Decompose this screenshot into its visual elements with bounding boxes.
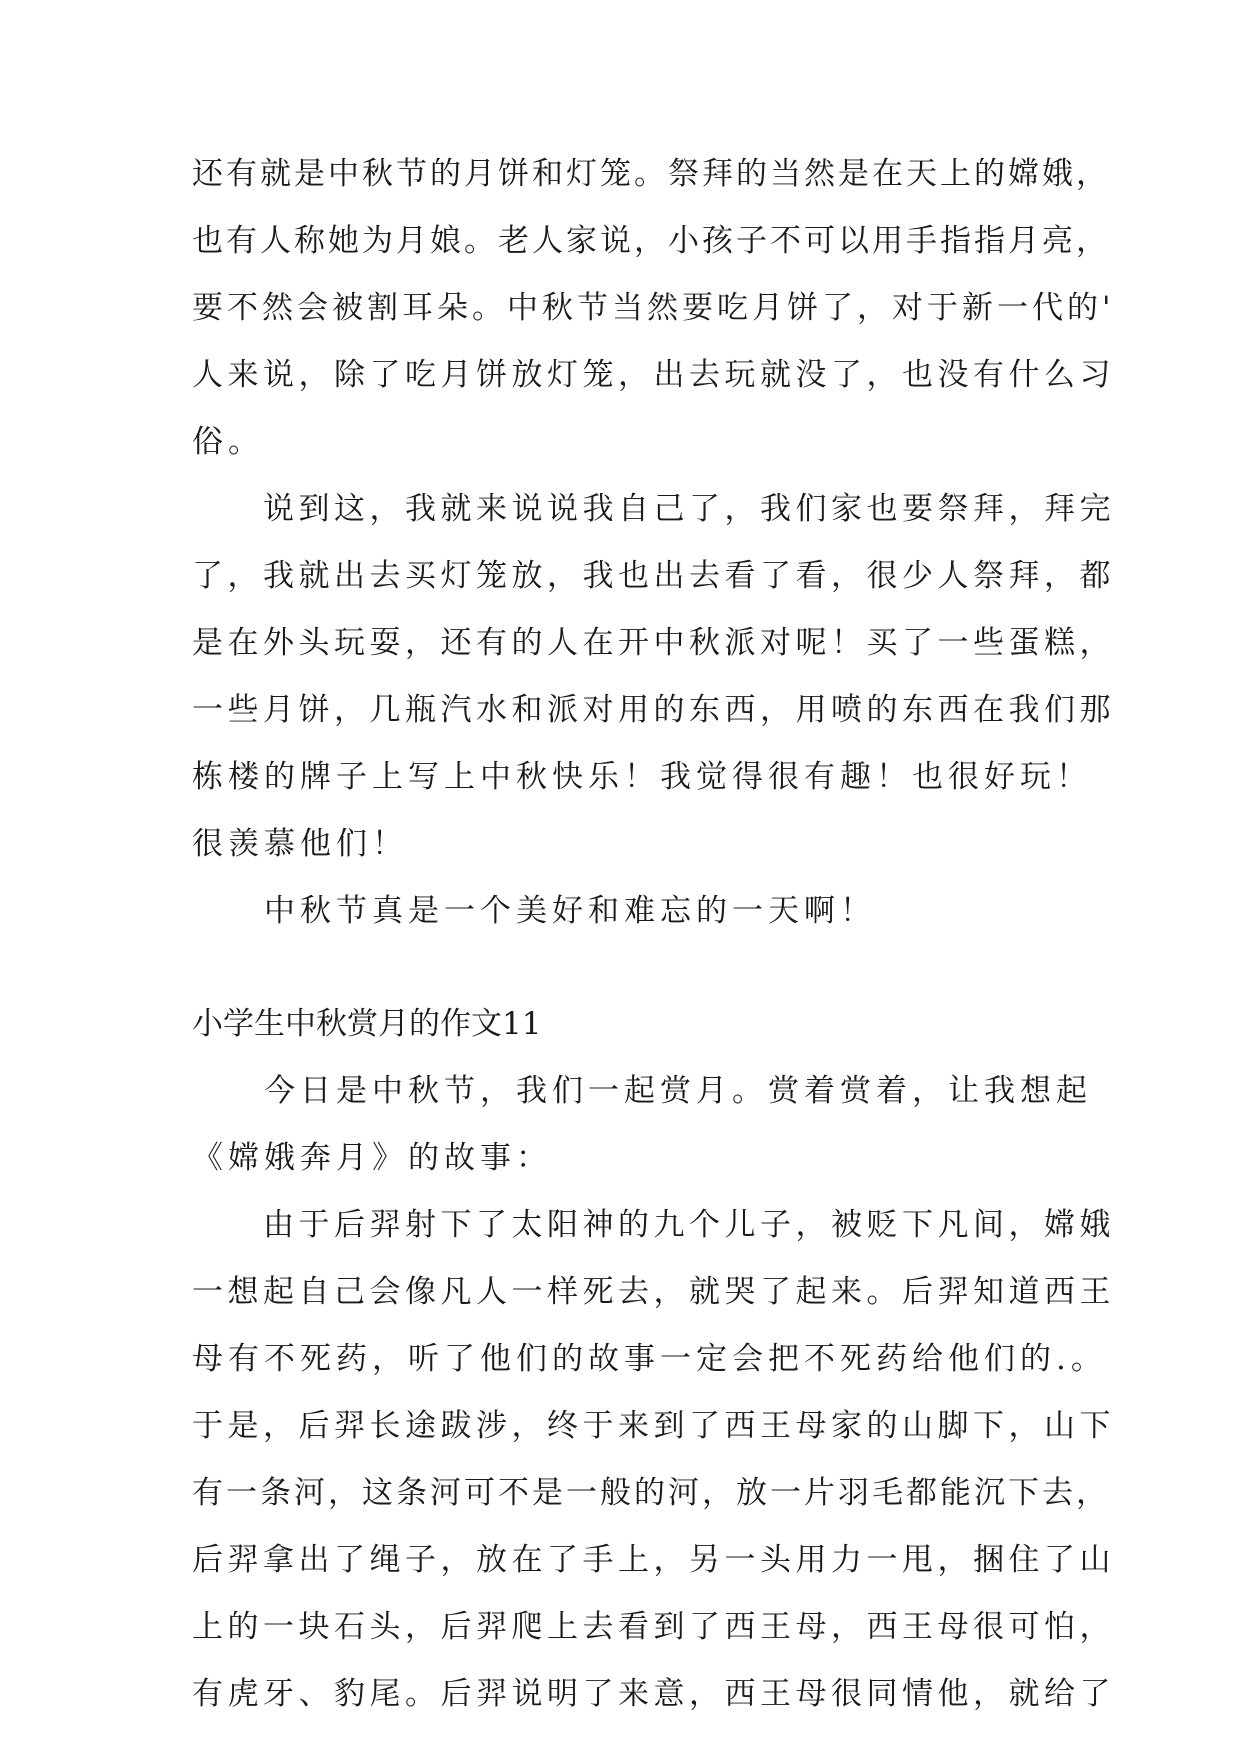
text-line: 一想起自己会像凡人一样死去，就哭了起来。后羿知道西王	[192, 1274, 1115, 1310]
text-line: 有虎牙、豹尾。后羿说明了来意，西王母很同情他，就给了	[192, 1676, 1115, 1712]
text-line: 《嫦娥奔月》的故事：	[192, 1140, 552, 1176]
text-line: 了，我就出去买灯笼放，我也出去看了看，很少人祭拜，都	[192, 558, 1115, 594]
text-line: 有一条河，这条河可不是一般的河，放一片羽毛都能沉下去，	[192, 1475, 1110, 1511]
section-title: 小学生中秋赏月的作文11	[192, 1006, 542, 1042]
text-line: 由于后羿射下了太阳神的九个儿子，被贬下凡间，嫦娥	[192, 1207, 1115, 1243]
text-line: 是在外头玩耍，还有的人在开中秋派对呢！买了一些蛋糕，	[192, 625, 1115, 661]
text-line: 后羿拿出了绳子，放在了手上，另一头用力一甩，捆住了山	[192, 1542, 1115, 1578]
text-line: 中秋节真是一个美好和难忘的一天啊！	[192, 893, 876, 929]
text-line: 也有人称她为月娘。老人家说，小孩子不可以用手指指月亮，	[192, 223, 1110, 259]
text-line: 要不然会被割耳朵。中秋节当然要吃月饼了，对于新一代的'	[192, 290, 1115, 326]
text-line: 栋楼的牌子上写上中秋快乐！我觉得很有趣！也很好玩！	[192, 759, 1092, 795]
text-line: 很羡慕他们！	[192, 826, 408, 862]
text-line: 说到这，我就来说说我自己了，我们家也要祭拜，拜完	[192, 491, 1115, 527]
text-line: 于是，后羿长途跋涉，终于来到了西王母家的山脚下，山下	[192, 1408, 1115, 1444]
text-line: 还有就是中秋节的月饼和灯笼。祭拜的当然是在天上的嫦娥，	[192, 156, 1110, 192]
text-line: 俗。	[192, 424, 264, 460]
text-line: 人来说，除了吃月饼放灯笼，出去玩就没了，也没有什么习	[192, 357, 1115, 393]
text-line: 母有不死药，听了他们的故事一定会把不死药给他们的.。	[192, 1341, 1107, 1377]
text-line: 一些月饼，几瓶汽水和派对用的东西，用喷的东西在我们那	[192, 692, 1115, 728]
text-line: 上的一块石头，后羿爬上去看到了西王母，西王母很可怕，	[192, 1609, 1115, 1645]
text-line: 今日是中秋节，我们一起赏月。赏着赏着，让我想起	[192, 1073, 1092, 1109]
